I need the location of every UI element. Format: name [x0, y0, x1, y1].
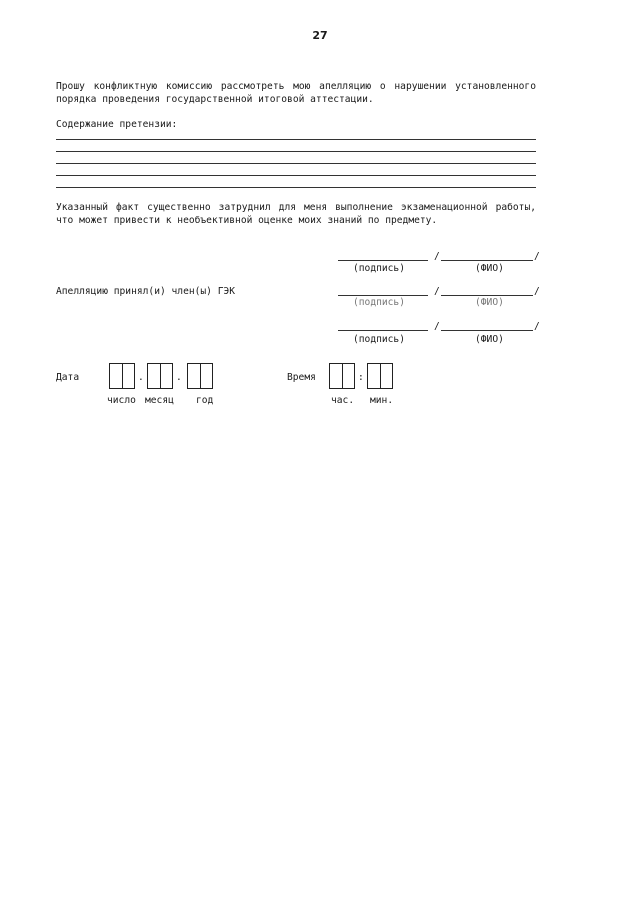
time-separator: :	[358, 372, 364, 383]
signature-caption: (подпись)	[353, 334, 405, 345]
year-caption: год	[196, 395, 214, 406]
fio-line[interactable]	[441, 260, 533, 261]
time-label: Время	[287, 372, 316, 383]
signature-caption: (подпись)	[353, 263, 405, 274]
signature-line[interactable]	[338, 295, 428, 296]
date-separator: .	[176, 372, 182, 383]
time-minute-box[interactable]	[367, 363, 393, 389]
slash: /	[534, 251, 540, 262]
fio-caption: (ФИО)	[475, 297, 504, 308]
fio-caption: (ФИО)	[475, 263, 504, 274]
claim-line[interactable]	[56, 175, 536, 176]
signature-line[interactable]	[338, 330, 428, 331]
slash: /	[434, 286, 440, 297]
claim-label: Содержание претензии:	[56, 119, 178, 130]
slash: /	[534, 286, 540, 297]
page-number: 27	[312, 29, 328, 42]
date-month-box[interactable]	[147, 363, 173, 389]
fio-caption: (ФИО)	[475, 334, 504, 345]
claim-line[interactable]	[56, 163, 536, 164]
fio-line[interactable]	[441, 330, 533, 331]
day-caption: число	[107, 395, 136, 406]
signature-caption: (подпись)	[353, 297, 405, 308]
slash: /	[434, 251, 440, 262]
fio-line[interactable]	[441, 295, 533, 296]
month-caption: месяц	[145, 395, 174, 406]
date-label: Дата	[56, 372, 80, 383]
signature-line[interactable]	[338, 260, 428, 261]
consequence-paragraph: Указанный факт существенно затруднил для меня выполнение экзаменационной работы, что может привести к необъективной оценке моих знаний по предмету.	[56, 202, 536, 226]
time-hour-box[interactable]	[329, 363, 355, 389]
minute-caption: мин.	[370, 395, 394, 406]
slash: /	[534, 321, 540, 332]
date-separator: .	[138, 372, 144, 383]
hour-caption: час.	[331, 395, 355, 406]
appeal-request-paragraph: Прошу конфликтную комиссию рассмотреть мою апелляцию о нарушении установленного порядка проведения государственной итоговой аттестации.	[56, 81, 536, 105]
date-year-box[interactable]	[187, 363, 213, 389]
accepted-by-label: Апелляцию принял(и) член(ы) ГЭК	[56, 286, 236, 297]
date-day-box[interactable]	[109, 363, 135, 389]
claim-line[interactable]	[56, 151, 536, 152]
claim-line[interactable]	[56, 187, 536, 188]
claim-line[interactable]	[56, 139, 536, 140]
slash: /	[434, 321, 440, 332]
